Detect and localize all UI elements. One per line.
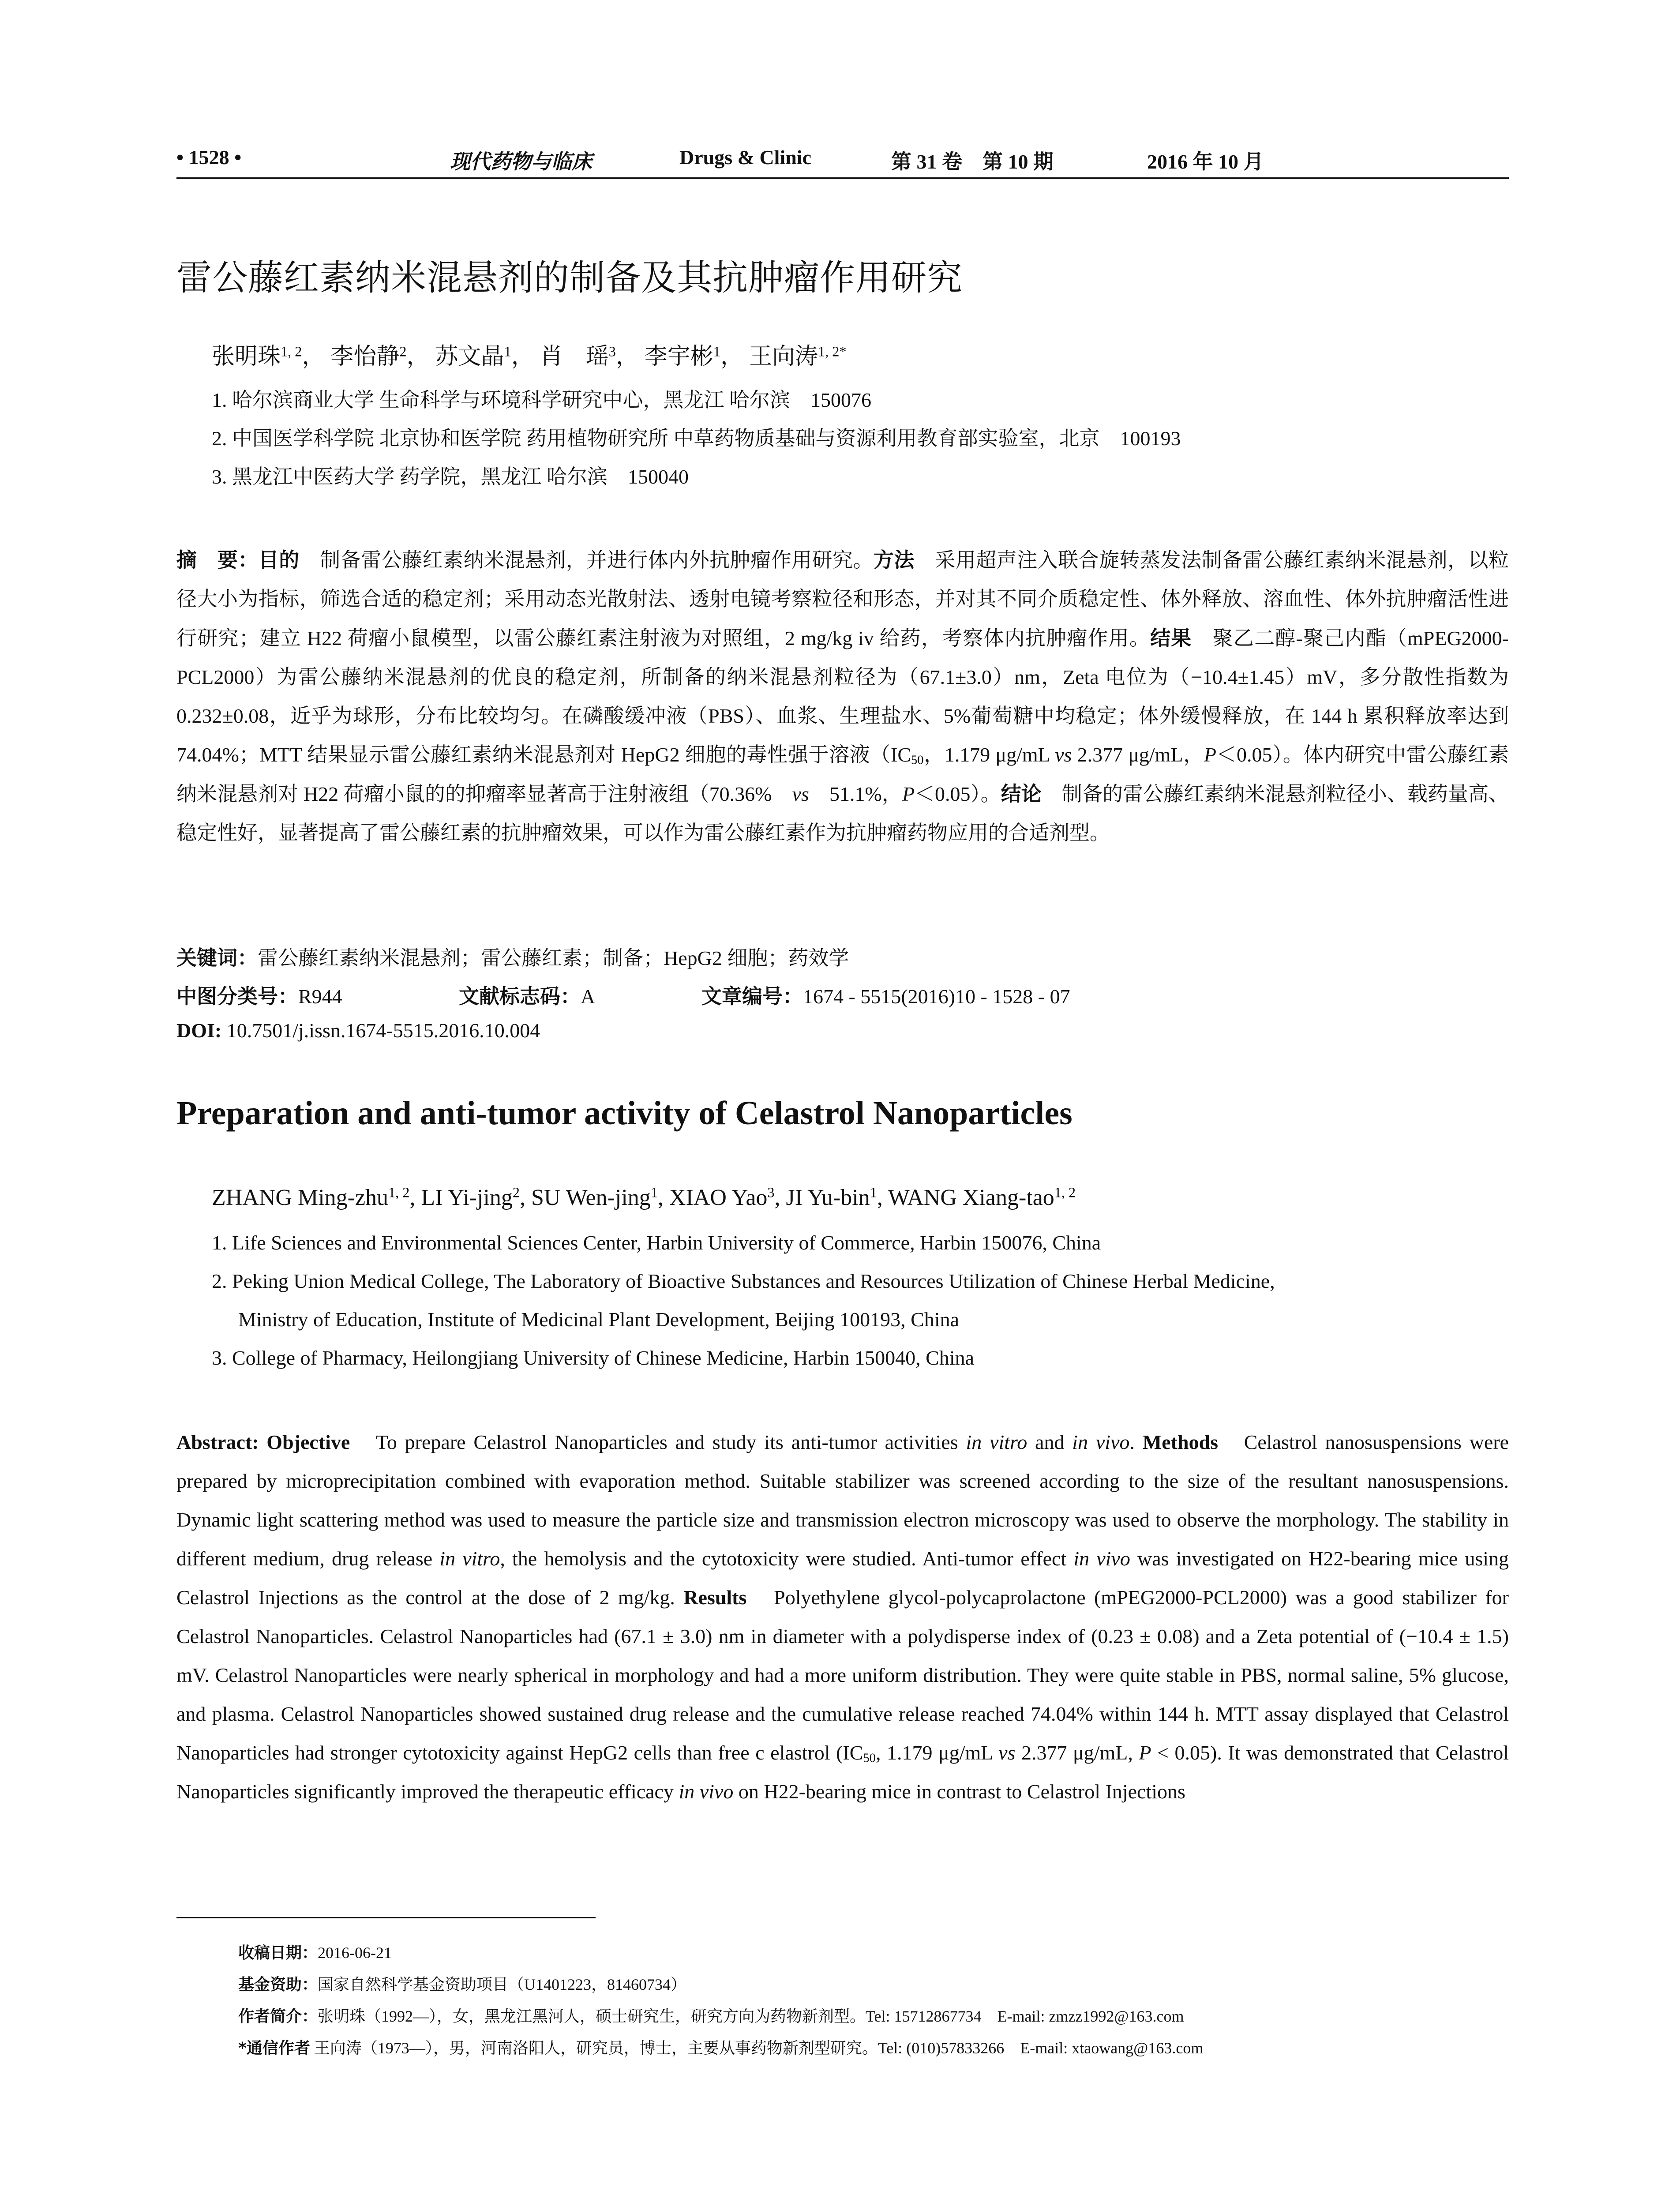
affiliation-cn-3: 3. 黑龙江中医药大学 药学院，黑龙江 哈尔滨 150040 bbox=[212, 465, 689, 488]
author-affiliation-mark: 1, 2 bbox=[281, 343, 302, 360]
author-name: 李宇彬 bbox=[644, 344, 713, 369]
results-label: Results bbox=[683, 1586, 747, 1609]
author-name: JI Yu-bin bbox=[786, 1185, 870, 1210]
author-affiliation-mark: 3 bbox=[767, 1184, 775, 1201]
author-affiliation-mark: 1, 2 bbox=[388, 1184, 410, 1201]
author-name: 苏文晶 bbox=[435, 344, 504, 369]
author-separator: , bbox=[774, 1185, 786, 1210]
keywords-text: 雷公藤红素纳米混悬剂；雷公藤红素；制备；HepG2 细胞；药效学 bbox=[258, 947, 849, 969]
vs-italic: vs bbox=[792, 783, 809, 805]
author-separator: ， bbox=[720, 344, 744, 369]
abstract-text: To prepare Celastrol Nanoparticles and study its anti-tumor activities bbox=[350, 1431, 966, 1453]
footnote-text: 2016-06-21 bbox=[318, 1944, 392, 1962]
abstract-text: . bbox=[1129, 1431, 1143, 1453]
journal-title-en: Drugs & Clinic bbox=[679, 146, 811, 169]
abstract-label: 摘 要： bbox=[176, 548, 259, 572]
doi-line bbox=[176, 1019, 540, 1042]
p-italic: P bbox=[1204, 743, 1216, 766]
abstract-text: 2.377 μg/mL, bbox=[1015, 1741, 1139, 1764]
footnote-corresponding-author bbox=[238, 2036, 1203, 2058]
author-name: LI Yi-jing bbox=[421, 1185, 513, 1210]
results-label: 结果 bbox=[1150, 626, 1192, 650]
abstract-objective-label: Abstract: Objective bbox=[176, 1431, 350, 1453]
clc-label: 中图分类号： bbox=[176, 984, 298, 1008]
volume-issue: 第 31 卷 第 10 期 bbox=[891, 150, 1054, 173]
italic-term: in vivo bbox=[1072, 1431, 1130, 1453]
vs-italic: vs bbox=[1055, 743, 1072, 766]
doc-code-line bbox=[459, 980, 595, 1009]
affiliation-cn-1: 1. 哈尔滨商业大学 生命科学与环境科学研究中心，黑龙江 哈尔滨 150076 bbox=[212, 389, 871, 411]
results-text: 2.377 μg/mL， bbox=[1072, 743, 1204, 766]
author-affiliation-mark: 1 bbox=[650, 1184, 658, 1201]
affiliation-en-3: 3. College of Pharmacy, Heilongjiang University of Chinese Medicine, Harbin 150040, China bbox=[212, 1347, 975, 1369]
doc-code-label: 文献标志码： bbox=[459, 984, 581, 1008]
title-cn: 雷公藤红素纳米混悬剂的制备及其抗肿瘤作用研究 bbox=[176, 257, 963, 298]
affiliation-en-2-cont: Ministry of Education, Institute of Medicinal Plant Development, Beijing 100193, China bbox=[238, 1308, 960, 1331]
footnote-text: 张明珠（1992—），女，黑龙江黑河人，硕士研究生，研究方向为药物新剂型。Tel: 15712867734 E-mail: zmzz1992@163.com bbox=[318, 2007, 1184, 2025]
abstract-text: , 1.179 μg/mL bbox=[875, 1741, 999, 1764]
footnote-funding bbox=[238, 1972, 686, 1995]
italic-term: in vitro bbox=[966, 1431, 1028, 1453]
objective-label: 目的 bbox=[258, 548, 300, 572]
author-separator: ， bbox=[406, 344, 430, 369]
journal-title-cn: 现代药物与临床 bbox=[450, 150, 592, 173]
author-affiliation-mark: 2 bbox=[399, 343, 407, 360]
header-divider bbox=[176, 177, 1509, 179]
conclusion-label: 结论 bbox=[1001, 782, 1042, 806]
author-separator: ， bbox=[302, 344, 325, 369]
results-text: ，1.179 μg/mL bbox=[923, 743, 1055, 766]
italic-term: in vivo bbox=[679, 1780, 734, 1803]
abstract-text: on H22-bearing mice in contrast to Celastrol Injections bbox=[733, 1780, 1185, 1803]
author-separator: , bbox=[520, 1185, 532, 1210]
affiliation-en-2: 2. Peking Union Medical College, The Laboratory of Bioactive Substances and Resources Utilization of Chinese Herbal Medicine, bbox=[212, 1270, 1275, 1292]
article-number-label: 文章编号： bbox=[701, 984, 803, 1008]
affiliation-en-1: 1. Life Sciences and Environmental Sciences Center, Harbin University of Commerce, Harbin 150076, China bbox=[212, 1231, 1101, 1254]
conclusion-text: 制备的雷公藤红素纳米混悬剂粒径小、载药量高、稳定性好，显著提高了雷公藤红素的抗肿瘤效果，可以作为雷公藤红素作为抗肿瘤药物应用的合适剂型。 bbox=[176, 783, 1509, 844]
author-name: 李怡静 bbox=[330, 344, 400, 369]
abstract-en bbox=[176, 1423, 1509, 1811]
abstract-text: < 0.05). It was demonstrated that Celastrol Nanoparticles significantly improved the therapeutic efficacy bbox=[176, 1741, 1509, 1803]
author-name: 肖 瑶 bbox=[540, 344, 609, 369]
affiliation-cn-2: 2. 中国医学科学院 北京协和医学院 药用植物研究所 中草药物质基础与资源利用教育部实验室，北京 100193 bbox=[212, 427, 1181, 450]
author-name: ZHANG Ming-zhu bbox=[212, 1185, 389, 1210]
footnote-label: 基金资助： bbox=[238, 1976, 318, 1994]
author-name: 张明珠 bbox=[212, 344, 281, 369]
author-name: 王向涛 bbox=[749, 344, 818, 369]
keywords-label: 关键词： bbox=[176, 946, 258, 970]
author-affiliation-mark: 1 bbox=[713, 343, 720, 360]
doc-code-value: A bbox=[581, 985, 596, 1008]
p-italic: P bbox=[1139, 1741, 1151, 1764]
p-italic: P bbox=[902, 783, 915, 805]
author-affiliation-mark: 1, 2* bbox=[818, 343, 847, 360]
clc-value: R944 bbox=[298, 985, 342, 1008]
abstract-text: and bbox=[1027, 1431, 1072, 1453]
author-affiliation-mark: 3 bbox=[608, 343, 616, 360]
abstract-cn bbox=[176, 540, 1509, 852]
author-name: WANG Xiang-tao bbox=[888, 1185, 1054, 1210]
author-separator: , bbox=[657, 1185, 669, 1210]
doi-value: 10.7501/j.issn.1674-5515.2016.10.004 bbox=[221, 1019, 540, 1042]
author-affiliation-mark: 2 bbox=[512, 1184, 520, 1201]
italic-term: in vivo bbox=[1073, 1547, 1130, 1570]
article-number-line bbox=[701, 980, 1070, 1009]
abstract-text: was investigated on H22-bearing mice using Celastrol Injections as the control at the dose of 2 mg/kg. bbox=[176, 1547, 1509, 1609]
results-text: 51.1%， bbox=[809, 783, 902, 805]
author-affiliation-mark: 1 bbox=[870, 1184, 877, 1201]
footnote-author-bio bbox=[238, 2004, 1184, 2026]
ic50-subscript: 50 bbox=[911, 753, 924, 767]
abstract-text: Polyethylene glycol-polycaprolactone (mPEG2000-PCL2000) was a good stabilizer for Celastrol Nanoparticles. Celastrol Nanoparticles had (67.1 ± 3.0) nm in diameter with a polydisperse index of (0.23 ± 0.08) and a Zeta potential of (−10.4 ± 1.5) mV. Celastrol Nanoparticles were nearly spherical in morphology and had a more uniform distribution. They were quite stable in PBS, normal saline, 5% glucose, and plasma. Celastrol Nanoparticles showed sustained drug release and the cumulative release reached 74.04% within 144 h. MTT assay displayed that Celastrol Nanoparticles had stronger cytotoxicity against HepG2 cells than free c elastrol (IC bbox=[176, 1586, 1509, 1764]
results-text: ＜0.05）。体内研究中雷公藤红素纳米混悬剂对 H22 荷瘤小鼠的的抑瘤率显著高于注射液组（70.36% bbox=[176, 743, 1509, 805]
footnote-label: 收稿日期： bbox=[238, 1944, 318, 1962]
page-number: • 1528 • bbox=[176, 146, 242, 169]
footnote-received bbox=[238, 1940, 392, 1963]
article-number-value: 1674 - 5515(2016)10 - 1528 - 07 bbox=[803, 985, 1070, 1008]
doi-label: DOI: bbox=[176, 1019, 222, 1042]
italic-term: in vitro bbox=[439, 1547, 500, 1570]
ic50-subscript: 50 bbox=[863, 1751, 876, 1765]
footnote-divider bbox=[176, 1917, 596, 1918]
author-separator: ， bbox=[615, 344, 639, 369]
objective-text: 制备雷公藤红素纳米混悬剂，并进行体内外抗肿瘤作用研究。 bbox=[299, 549, 874, 571]
title-en: Preparation and anti-tumor activity of Celastrol Nanoparticles bbox=[176, 1095, 1072, 1132]
methods-text: 采用超声注入联合旋转蒸发法制备雷公藤红素纳米混悬剂，以粒径大小为指标，筛选合适的稳定剂；采用动态光散射法、透射电镜考察粒径和形态，并对其不同介质稳定性、体外释放、溶血性、体外抗肿瘤活性进行研究；建立 H22 荷瘤小鼠模型，以雷公藤红素注射液为对照组，2 mg/kg iv 给药，考察体内抗肿瘤作用。 bbox=[176, 549, 1509, 649]
footnote-text: 国家自然科学基金资助项目（U1401223，81460734） bbox=[318, 1976, 687, 1993]
results-text: ＜0.05）。 bbox=[915, 783, 1001, 805]
abstract-text: Celastrol nanosuspensions were prepared by microprecipitation combined with evaporation method. Suitable stabilizer was screened according to the size of the resultant nanosuspensions. Dynamic light scattering method was used to measure the particle size and transmission electron microscopy was used to observe the morphology. The stability in different medium, drug release bbox=[176, 1431, 1509, 1570]
abstract-text: , the hemolysis and the cytotoxicity were studied. Anti-tumor effect bbox=[500, 1547, 1074, 1570]
methods-label: Methods bbox=[1142, 1431, 1219, 1453]
methods-label: 方法 bbox=[873, 548, 915, 572]
author-name: SU Wen-jing bbox=[531, 1185, 651, 1210]
vs-italic: vs bbox=[998, 1741, 1016, 1764]
author-separator: , bbox=[409, 1185, 421, 1210]
author-affiliation-mark: 1, 2 bbox=[1054, 1184, 1076, 1201]
author-name: XIAO Yao bbox=[669, 1185, 768, 1210]
issue-date: 2016 年 10 月 bbox=[1147, 150, 1264, 173]
running-header bbox=[176, 146, 1509, 176]
keywords-line bbox=[176, 942, 849, 971]
clc-line bbox=[176, 980, 342, 1009]
footnote-text: 王向涛（1973—），男，河南洛阳人，研究员，博士，主要从事药物新剂型研究。Tel: (010)57833266 E-mail: xtaowang@163.com bbox=[310, 2039, 1204, 2057]
footnote-label: 作者简介： bbox=[238, 2007, 318, 2026]
author-separator: , bbox=[877, 1185, 888, 1210]
authors-en bbox=[212, 1185, 1076, 1211]
author-separator: ， bbox=[511, 344, 534, 369]
results-text: 聚乙二醇-聚己内酯（mPEG2000-PCL2000）为雷公藤纳米混悬剂的优良的稳定剂，所制备的纳米混悬剂粒径为（67.1±3.0）nm，Zeta 电位为（−10.4±1.45）mV，多分散性指数为 0.232±0.08，近乎为球形，分布比较均匀。在磷酸缓冲液（PBS）、血浆、生理盐水、5%葡萄糖中均稳定；体外缓慢释放，在 144 h 累积释放率达到 74.04%；MTT 结果显示雷公藤红素纳米混悬剂对 HepG2 细胞的毒性强于溶液（IC bbox=[176, 627, 1509, 766]
author-affiliation-mark: 1 bbox=[504, 343, 511, 360]
authors-cn bbox=[212, 338, 847, 371]
footnote-label: *通信作者 bbox=[238, 2039, 310, 2057]
